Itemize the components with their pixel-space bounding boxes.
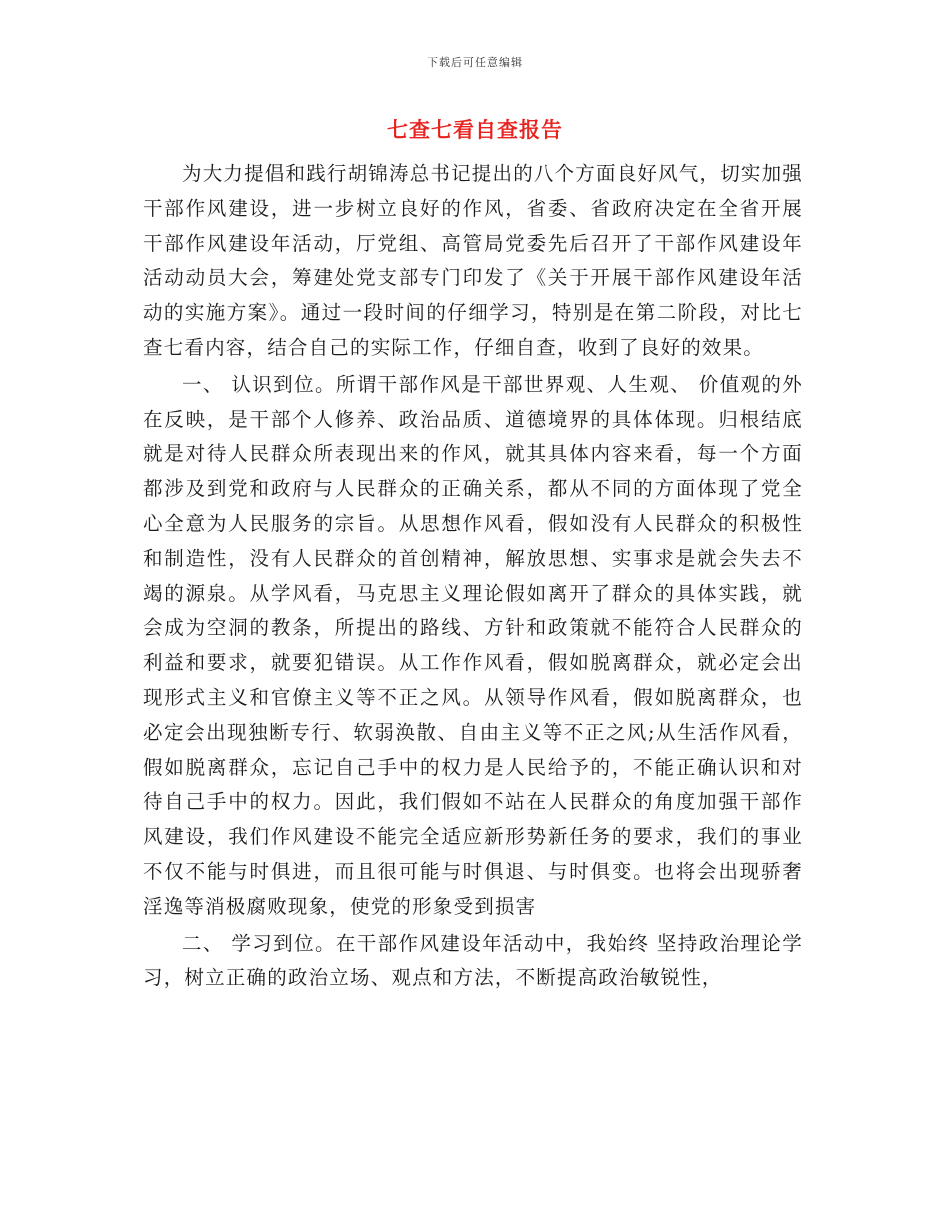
document-title: 七查七看自查报告 (387, 117, 563, 142)
paragraph-section-1: 一、 认识到位。所谓干部作风是干部世界观、人生观、 价值观的外在反映，是干部个人修养、政治品质、道德境界的具体体现。归根结底就是对待人民群众所表现出来的作风，就其具体内容来看，每一个方面都涉及到党和政府与人民群众的正确关系，都从不同的方面体现了党全心全意为人民服务的宗旨。从思想作风看，假如没有人民群众的积极性和制造性，没有人民群众的首创精神，解放思想、实事求是就会失去不竭的源泉。从学风看，马克思主义理论假如离开了群众的具体实践，就会成为空洞的教条，所提出的路线、方针和政策就不能符合人民群众的利益和要求，就要犯错误。从工作作风看，假如脱离群众，就必定会出现形式主义和官僚主义等不正之风。从领导作风看，假如脱离群众，也必定会出现独断专行、软弱涣散、自由主义等不正之风;从生活作风看，假如脱离群众，忘记自己手中的权力是人民给予的，不能正确认识和对待自己手中的权力。因此，我们假如不站在人民群众的角度加强干部作风建设，我们作风建设不能完全适应新形势新任务的要求，我们的事业不仅不能与时俱进，而且很可能与时俱退、与时俱变。也将会出现骄奢淫逸等消极腐败现象，使党的形象受到损害 (143, 372, 803, 918)
paragraph-section-2: 二、 学习到位。在干部作风建设年活动中，我始终 坚持政治理论学习，树立正确的政治立场、观点和方法，不断提高政治敏锐性， (143, 931, 803, 990)
header-note: 下载后可任意编辑 (427, 56, 523, 69)
paragraph-intro: 为大力提倡和践行胡锦涛总书记提出的八个方面良好风气，切实加强干部作风建设，进一步树立良好的作风，省委、省政府决定在全省开展干部作风建设年活动，厅党组、高管局党委先后召开了干部作风建设年活动动员大会，筹建处党支部专门印发了《关于开展干部作风建设年活动的实施方案》。通过一段时间的仔细学习，特别是在第二阶段，对比七查七看内容，结合自己的实际工作，仔细自查，收到了良好的效果。 (143, 162, 804, 359)
document-body (143, 157, 803, 996)
